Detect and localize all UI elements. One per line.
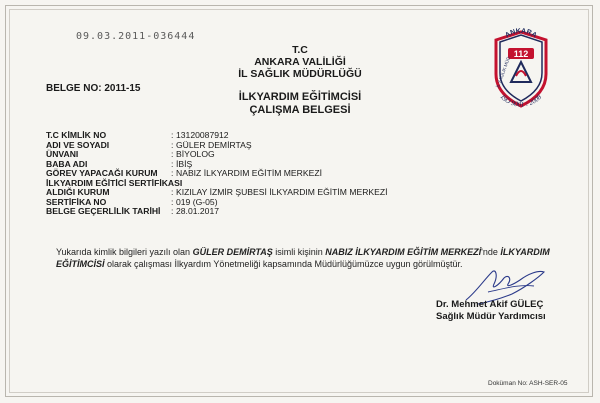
field-colon: : bbox=[171, 139, 174, 150]
registry-stamp-number: 09.03.2011-036444 bbox=[76, 31, 196, 42]
field-value: İBİŞ bbox=[176, 158, 193, 169]
svg-text:İL SAĞLIK MÜD.: İL SAĞLIK MÜD. bbox=[495, 54, 512, 89]
signatory-name: Dr. Mehmet Akif GÜLEÇ bbox=[436, 299, 544, 310]
logo-top-text: ANKARA bbox=[504, 27, 538, 40]
field-colon: : bbox=[171, 187, 174, 197]
signatory-block bbox=[436, 299, 546, 323]
statement-name: GÜLER DEMİRTAŞ bbox=[192, 247, 273, 257]
document-code: Doküman No: ASH-SER-05 bbox=[488, 380, 568, 387]
field-label: GÖREV YAPACAĞI KURUM bbox=[46, 168, 158, 178]
field-colon: : bbox=[171, 206, 174, 216]
header-il-saglik: İL SAĞLIK MÜDÜRLÜĞÜ bbox=[238, 68, 362, 80]
field-value: GÜLER DEMİRTAŞ bbox=[176, 139, 252, 150]
field-label: ALDIĞI KURUM bbox=[46, 187, 110, 197]
field-value: BİYOLOG bbox=[176, 149, 215, 159]
signatory-title: Sağlık Müdür Yardımcısı bbox=[436, 311, 546, 322]
field-colon: : bbox=[171, 196, 174, 207]
logo-iso-text: ISO 9001 : 2008 bbox=[498, 93, 544, 109]
header-tc: T.C bbox=[292, 44, 308, 56]
svg-text:112: 112 bbox=[513, 49, 529, 59]
field-label: İLKYARDIM EĞİTİCİ SERTİFİKASI bbox=[46, 177, 183, 188]
field-colon: : bbox=[171, 158, 174, 169]
field-value: 019 (G-05) bbox=[176, 196, 218, 207]
field-colon: : bbox=[171, 149, 174, 159]
certificate-title-line2: ÇALIŞMA BELGESİ bbox=[249, 104, 351, 116]
field-value: 13120087912 bbox=[176, 130, 229, 140]
field-label: ÜNVANI bbox=[46, 149, 79, 159]
ankara-112-logo bbox=[486, 26, 556, 118]
field-label: SERTİFİKA NO bbox=[46, 196, 107, 207]
certificate-title-line1: İLKYARDIM EĞİTİMCİSİ bbox=[238, 91, 362, 103]
statement-suffix: 'nde bbox=[481, 247, 498, 257]
statement-part4: olarak çalışması İlkyardım Yönetmeliği kapsamında Müdürlüğümüzce uygun görülmüştür. bbox=[107, 259, 463, 269]
field-label: BABA ADI bbox=[46, 158, 88, 169]
field-value: 28.01.2017 bbox=[176, 206, 220, 216]
field-value: KIZILAY İZMİR ŞUBESİ İLKYARDIM EĞİTİM MERKEZİ bbox=[176, 187, 388, 197]
field-label: BELGE GEÇERLİLİK TARİHİ bbox=[46, 206, 161, 216]
header-ankara-valiligi: ANKARA VALİLİĞİ bbox=[254, 56, 346, 68]
field-value: NABIZ İLKYARDIM EĞİTİM MERKEZİ bbox=[176, 168, 322, 178]
statement-role: İLKYARDIM EĞİTİMCİSİ bbox=[56, 247, 550, 269]
field-label: T.C KİMLİK NO bbox=[46, 130, 107, 140]
statement-center: NABIZ İLKYARDIM EĞİTİM MERKEZİ bbox=[325, 247, 482, 257]
document-number: BELGE NO: 2011-15 bbox=[46, 83, 141, 94]
field-label: ADI VE SOYADI bbox=[46, 139, 110, 150]
statement-part1: Yukarıda kimlik bilgileri yazılı olan bbox=[56, 247, 191, 257]
field-colon: : bbox=[171, 168, 174, 178]
statement-part2: isimli kişinin bbox=[275, 247, 323, 257]
field-colon: : bbox=[171, 130, 174, 140]
